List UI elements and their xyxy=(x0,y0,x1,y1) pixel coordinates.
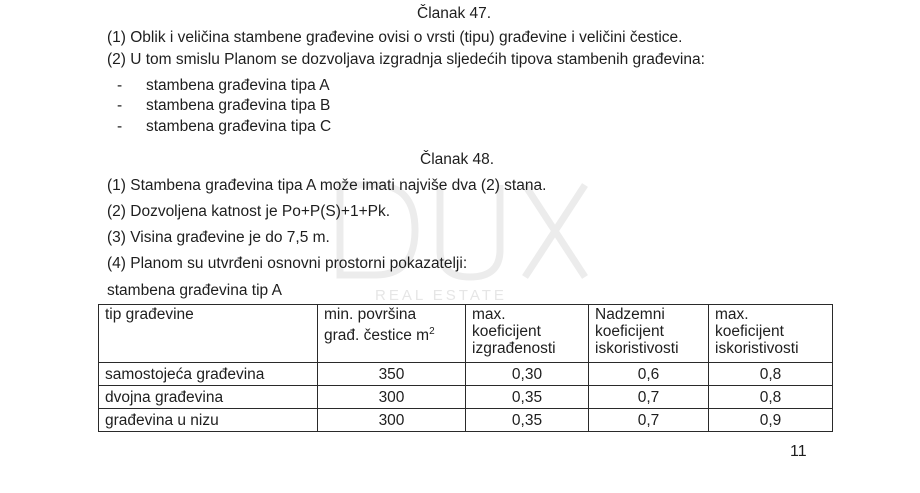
watermark-subtitle: REAL ESTATE xyxy=(375,287,507,304)
cell-max-utilization: 0,9 xyxy=(709,409,833,432)
table-row xyxy=(99,386,833,409)
list-item: stambena građevina tipa A xyxy=(146,77,330,94)
header-aboveground-utilization-coefficient: Nadzemni koeficijent iskoristivosti xyxy=(589,305,709,363)
cell-aboveground-utilization: 0,7 xyxy=(589,386,709,409)
article-48-paragraph-3: (3) Visina građevine je do 7,5 m. xyxy=(107,229,330,246)
table-row xyxy=(99,409,833,432)
header-min-plot-area: min. površina građ. čestice $m^2$ xyxy=(318,305,466,363)
header-building-type: tip građevine xyxy=(99,305,318,363)
list-item: stambena građevina tipa B xyxy=(146,97,331,114)
cell-max-coverage: 0,30 xyxy=(466,363,589,386)
article-48-paragraph-2: (2) Dozvoljena katnost je Po+P(S)+1+Pk. xyxy=(107,203,391,220)
list-bullet: - xyxy=(117,77,123,94)
header-max-coverage-coefficient: max. koeficijent izgrađenosti xyxy=(466,305,589,363)
list-item: stambena građevina tipa C xyxy=(146,118,332,135)
list-bullet: - xyxy=(117,97,123,114)
cell-min-plot-area: 300 xyxy=(318,409,466,432)
spatial-indicators-table xyxy=(98,304,833,432)
list-bullet: - xyxy=(117,118,123,135)
cell-max-utilization: 0,8 xyxy=(709,363,833,386)
cell-max-utilization: 0,8 xyxy=(709,386,833,409)
table-caption: stambena građevina tip A xyxy=(107,282,282,299)
cell-building-type: samostojeća građevina xyxy=(99,363,318,386)
cell-max-coverage: 0,35 xyxy=(466,409,589,432)
cell-building-type: građevina u nizu xyxy=(99,409,318,432)
cell-min-plot-area: 300 xyxy=(318,386,466,409)
cell-min-plot-area: 350 xyxy=(318,363,466,386)
article-47-paragraph-1: (1) Oblik i veličina stambene građevine ovisi o vrsti (tipu) građevine i veličini čestice. xyxy=(107,29,683,46)
article-47-paragraph-2: (2) U tom smislu Planom se dozvoljava izgradnja sljedećih tipova stambenih građevina: xyxy=(107,51,705,68)
article-48-paragraph-1: (1) Stambena građevina tipa A može imati najviše dva (2) stana. xyxy=(107,177,547,194)
header-max-utilization-coefficient: max. koeficijent iskoristivosti xyxy=(709,305,833,363)
cell-aboveground-utilization: 0,6 xyxy=(589,363,709,386)
table-header-row xyxy=(99,305,833,363)
article-48-paragraph-4: (4) Planom su utvrđeni osnovni prostorni pokazatelji: xyxy=(107,255,468,272)
article-48-heading: Članak 48. xyxy=(420,151,495,168)
table-row xyxy=(99,363,833,386)
page-number: 11 xyxy=(790,443,807,460)
cell-max-coverage: 0,35 xyxy=(466,386,589,409)
article-47-heading: Članak 47. xyxy=(417,5,492,22)
cell-building-type: dvojna građevina xyxy=(99,386,318,409)
cell-aboveground-utilization: 0,7 xyxy=(589,409,709,432)
